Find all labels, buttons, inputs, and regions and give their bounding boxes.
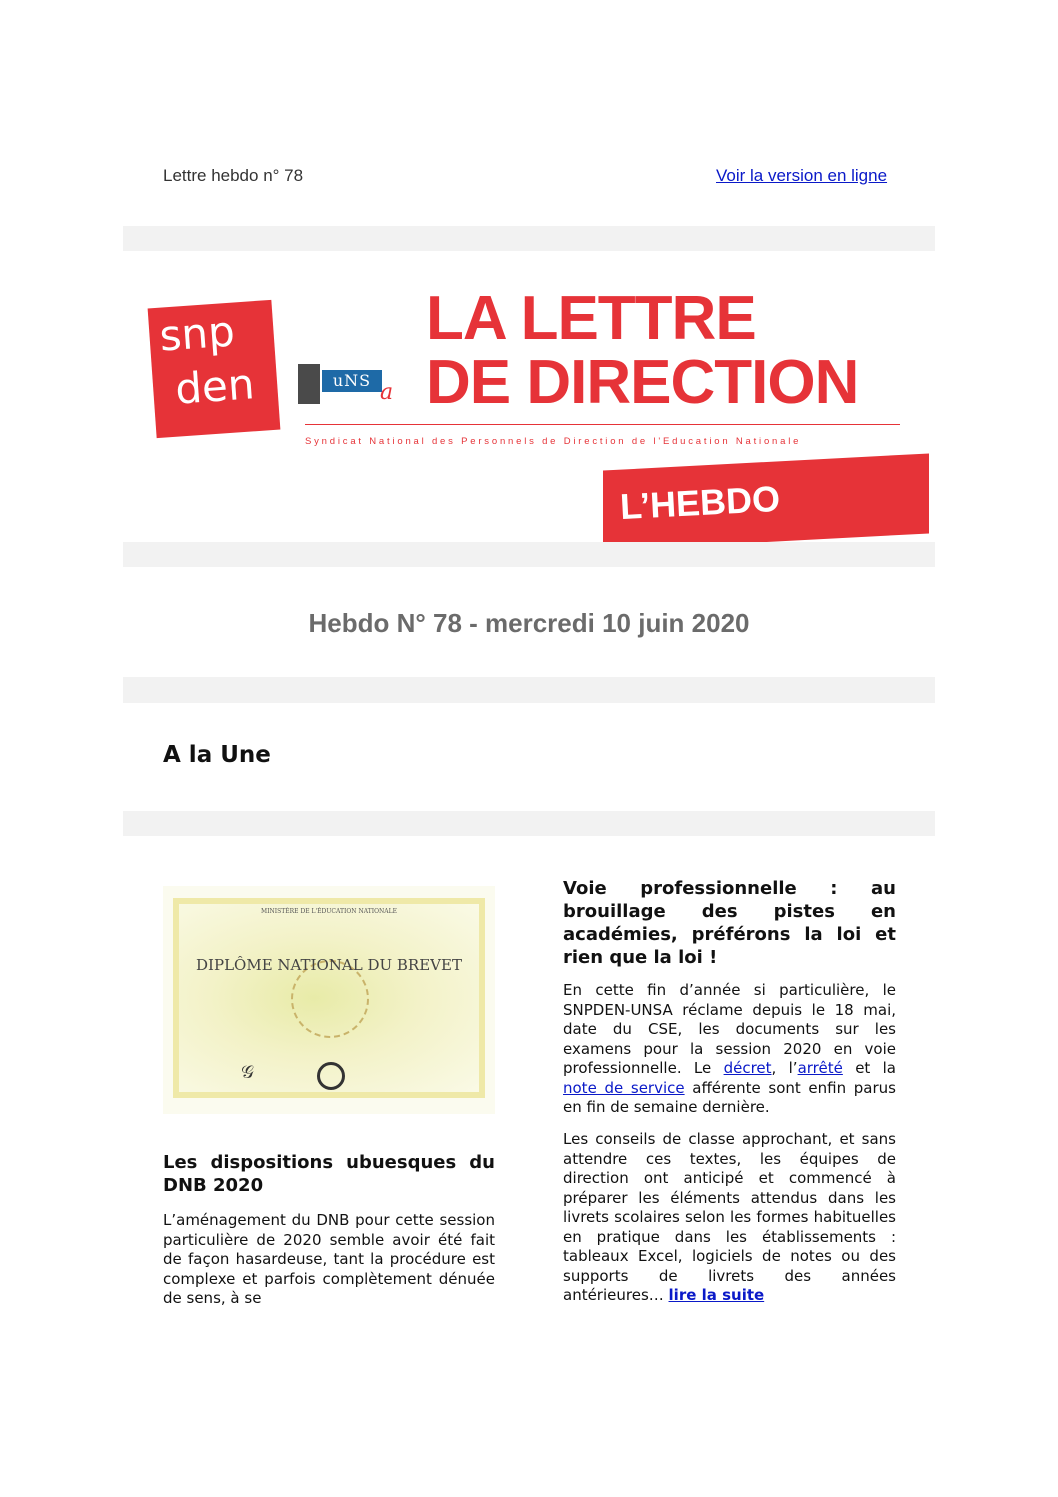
diploma-image[interactable] [163,886,495,1114]
masthead-line-2: DE DIRECTION [426,348,859,417]
logo-line-2: den [173,359,256,414]
diploma-frame [173,898,485,1098]
diploma-ministry: MINISTÈRE DE L'ÉDUCATION NATIONALE [261,908,397,915]
masthead-line-1: LA LETTRE [426,284,756,353]
paragraph-text: afférente sont enfin parus en fin de semaine dernière. [563,1078,896,1116]
unsa-logo-a: a [380,380,394,405]
masthead-subtitle: Syndicat National des Personnels de Direction de l'Education Nationale [305,436,802,447]
signature-icon: 𝒢 [241,1062,254,1082]
unsa-logo-text: uNS [322,370,382,392]
view-online-link[interactable]: Voir la version en ligne [716,166,888,185]
diploma-title: DIPLÔME NATIONAL DU BREVET [196,956,462,974]
decret-link[interactable]: décret [723,1059,772,1077]
unsa-logo [298,364,398,404]
snpden-logo [148,300,281,438]
divider-band [123,542,935,567]
section-heading: A la Une [163,742,271,768]
left-article-title[interactable]: Les dispositions ubuesques du DNB 2020 [163,1152,495,1196]
arrete-link[interactable]: arrêté [797,1059,843,1077]
paragraph-text: et la [842,1059,896,1077]
right-article-paragraph-1 [563,981,896,1118]
issue-label: Lettre hebdo n° 78 [163,166,304,185]
logo-line-1: snp [157,306,237,361]
paragraph-text: , l’ [771,1059,798,1077]
masthead-rule [305,424,900,425]
note-de-service-link[interactable]: note de service [563,1078,685,1097]
paragraph-text: En cette fin d’année si particulière, le SNPDEN-UNSA réclame depuis le 18 mai, date du CSE, les documents sur les examens pour la session 2020 en voie professionnelle. Le [563,981,896,1077]
hebdo-tag: L’HEBDO [619,477,781,528]
issue-title: Hebdo N° 78 - mercredi 10 juin 2020 [308,608,750,638]
read-more-link[interactable]: lire la suite [668,1286,765,1304]
right-article-paragraph-2 [563,1130,896,1306]
divider-band [123,677,935,703]
stamp-icon [317,1062,345,1090]
divider-band [123,226,935,251]
right-article-title[interactable]: Voie professionnelle : au brouillage des pistes en académies, préférons la loi et rien que la loi ! [563,878,896,968]
paragraph-text: Les conseils de classe approchant, et sans attendre ces textes, les équipes de direction ont anticipé et commencé à préparer les éléments attendus dans les livrets scolaires selon les formes habituelles en pratique dans les établissements : tableaux Excel, logiciels de notes ou des supports de livrets des années antérieures… [563,1130,896,1304]
left-article-body: L’aménagement du DNB pour cette session particulière de 2020 semble avoir été fait de façon hasardeuse, tant la procédure est complexe et parfois complètement dénuée de sens, à se [163,1211,495,1307]
divider-band [123,811,935,836]
unsa-logo-block [298,364,320,404]
